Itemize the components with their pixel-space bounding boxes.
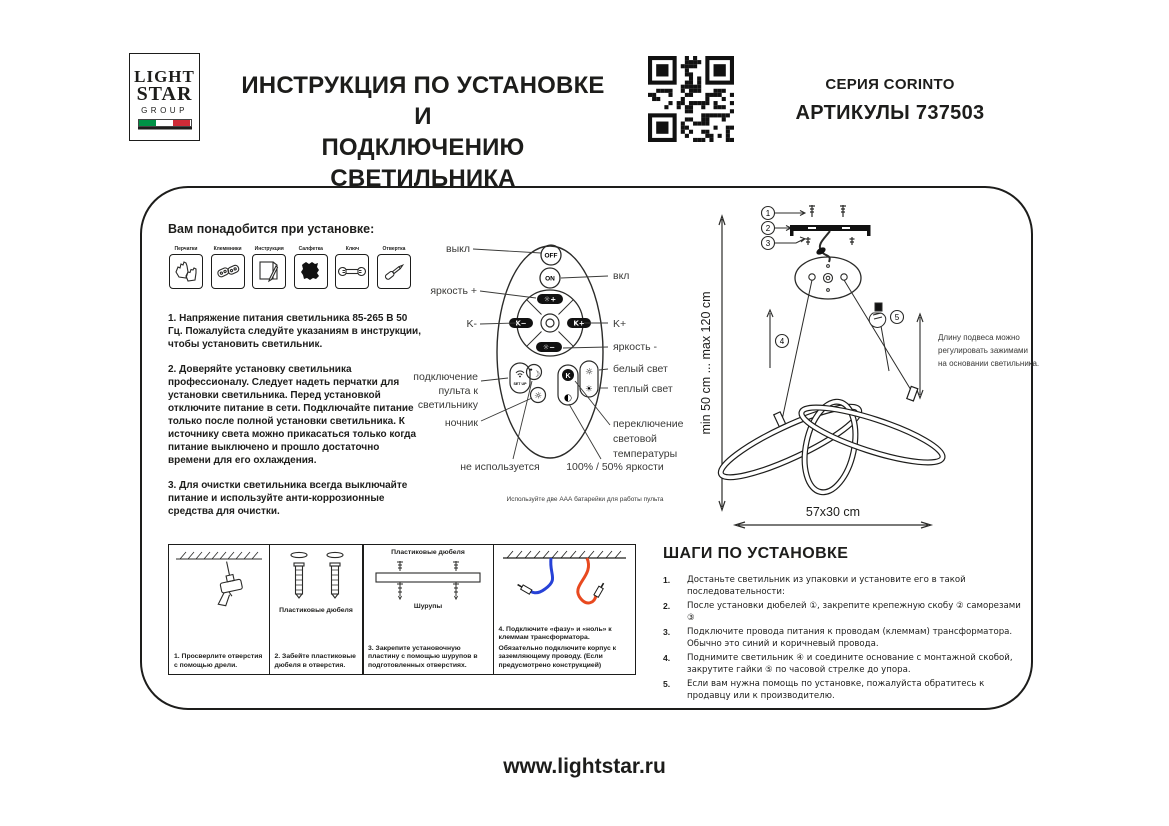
label-k-plus: K+ bbox=[613, 318, 627, 330]
qr-code bbox=[648, 56, 734, 147]
phase-wire bbox=[577, 558, 595, 603]
pictogram-plate bbox=[362, 544, 494, 675]
cable-left bbox=[779, 280, 812, 420]
svg-text:5: 5 bbox=[894, 313, 900, 322]
lamp-diagram bbox=[690, 195, 1040, 545]
label-temp-1: переключение bbox=[613, 418, 684, 430]
label-white-light: белый свет bbox=[613, 363, 668, 375]
instruction-icon bbox=[252, 254, 286, 289]
pictogram-caption-1: 4. Подключите «фазу» и «ноль» к клеммам трансформатора. bbox=[498, 625, 612, 641]
pictogram-wires bbox=[493, 544, 636, 675]
tool-item-instruction bbox=[251, 246, 287, 289]
napkin-icon bbox=[294, 254, 328, 289]
label-pairing-1: подключение bbox=[413, 371, 478, 383]
remote-control-diagram bbox=[405, 235, 720, 510]
install-pictograms bbox=[168, 544, 636, 675]
step-item: 5. Если вам нужна помощь по установке, пожалуйста обратитесь к продавцу или к производителю. bbox=[663, 679, 985, 701]
safety-text bbox=[168, 312, 421, 530]
screws-label: Шурупы bbox=[413, 603, 443, 610]
pictogram-caption-2: Обязательно подключите корпус к заземляющему проводу. (Если предусмотрено конструкцией) bbox=[498, 644, 617, 669]
star-icon: ★ bbox=[528, 368, 534, 373]
plate-icon bbox=[368, 557, 488, 603]
tool-item-napkin bbox=[293, 246, 329, 289]
tool-label: Инструкция bbox=[254, 246, 284, 252]
label-pairing-2: пульта к bbox=[438, 385, 478, 397]
tool-label: Ключ bbox=[345, 246, 359, 252]
pictogram-caption: 3. Закрепите установочную пластину с помощью шурупов в подготовленных отверстиях. bbox=[368, 644, 478, 669]
lamp-rings bbox=[714, 386, 947, 497]
step-item: 1. Достаньте светильник из упаковки и установите его в такой последовательности: bbox=[663, 575, 966, 597]
step-item: 3. Подключите провода питания к проводам (клеммам) трансформатора. Обычно это синий и коричневый провода. bbox=[663, 627, 1013, 649]
step-item: 4. Поднимите светильник ④ и соедините основание с монтажной скобой, закрутите гайки ⑤ по часовой стрелке до упора. bbox=[663, 653, 1013, 675]
svg-text:K−: K− bbox=[515, 319, 527, 328]
wrench-icon bbox=[335, 254, 369, 289]
moon-icon: ☽ bbox=[532, 369, 541, 379]
safety-paragraph-1: 1. Напряжение питания светильника 85-265 В 50 Гц. Пожалуйста следуйте указаниям в инструкции, чтобы установить светильник. bbox=[168, 313, 421, 350]
label-off: выкл bbox=[446, 243, 470, 255]
series-name: СЕРИЯ CORINTO bbox=[825, 76, 955, 93]
website-url: www.lightstar.ru bbox=[503, 755, 666, 778]
label-k-minus: K- bbox=[466, 318, 477, 330]
svg-text:K: K bbox=[565, 372, 571, 380]
mounting-bracket bbox=[790, 225, 871, 236]
white-sun-icon: ☼ bbox=[584, 367, 594, 378]
steps-heading: ШАГИ ПО УСТАНОВКЕ bbox=[663, 545, 849, 562]
width-dimension: 57x30 cm bbox=[805, 505, 861, 519]
tool-label: Клеммники bbox=[213, 246, 242, 252]
logo-star: STAR bbox=[136, 82, 193, 105]
callout-2 bbox=[762, 222, 775, 235]
step-item: 2. После установки дюбелей ①, закрепите крепежную скобу ② саморезами ③ bbox=[663, 601, 1021, 623]
pictogram-caption: 2. Забейте пластиковые дюбеля в отверстия. bbox=[274, 653, 356, 669]
dpad bbox=[509, 290, 591, 356]
label-on: вкл bbox=[613, 270, 630, 282]
tool-item-terminals bbox=[210, 246, 246, 289]
warm-sun-icon: ☀ bbox=[585, 384, 593, 395]
label-brightness-up: яркость + bbox=[430, 285, 477, 297]
adjust-note-3: на основании светильника. bbox=[938, 359, 1040, 368]
height-dimension: min 50 cm ... max 120 cm bbox=[699, 291, 713, 435]
install-steps bbox=[663, 545, 1025, 705]
callout-5 bbox=[891, 311, 904, 324]
svg-text:SET UP: SET UP bbox=[513, 382, 527, 386]
svg-text:1: 1 bbox=[765, 209, 771, 218]
wifi-icon bbox=[516, 371, 524, 375]
label-temp-3: температуры bbox=[613, 448, 678, 460]
italian-flag-icon bbox=[138, 119, 192, 127]
svg-text:☼+: ☼+ bbox=[543, 295, 557, 304]
pictogram-drill bbox=[168, 544, 270, 675]
tool-label: Отвертка bbox=[382, 246, 406, 252]
battery-note: Используйте две ААА батарейки для работы пульта bbox=[506, 496, 664, 503]
label-not-used: не используется bbox=[460, 461, 540, 473]
label-half-brightness: 100% / 50% яркости bbox=[566, 461, 664, 473]
svg-text:OFF: OFF bbox=[544, 252, 558, 260]
logo-group: GROUP bbox=[141, 105, 188, 115]
title-line2: ПОДКЛЮЧЕНИЮ СВЕТИЛЬНИКА bbox=[321, 134, 525, 192]
adjust-note-1: Длину подвеса можно bbox=[938, 333, 1020, 342]
svg-text:3: 3 bbox=[765, 239, 771, 248]
pictogram-caption: 1. Просверлите отверстия с помощью дрели. bbox=[174, 653, 263, 669]
tools-heading: Вам понадобится при установке: bbox=[168, 222, 375, 236]
logo-light: LIGHT bbox=[134, 66, 195, 86]
article-number: АРТИКУЛЫ 737503 bbox=[795, 102, 985, 124]
svg-text:ON: ON bbox=[545, 275, 555, 283]
adjust-arrow bbox=[917, 314, 923, 398]
dowels-label-top: Пластиковые дюбеля bbox=[391, 549, 465, 556]
tool-item-wrench bbox=[334, 246, 370, 289]
tool-label: Перчатки bbox=[174, 246, 198, 252]
label-warm-light: теплый свет bbox=[613, 383, 673, 395]
svg-text:4: 4 bbox=[779, 337, 785, 346]
callout-3 bbox=[762, 237, 775, 250]
cable-right bbox=[844, 280, 914, 395]
temperature-buttons bbox=[558, 365, 578, 405]
label-temp-2: световой bbox=[613, 433, 657, 445]
dowels-icon bbox=[275, 549, 358, 607]
terminal-blocks-icon bbox=[211, 254, 245, 289]
canopy bbox=[795, 257, 861, 299]
lightstar-logo bbox=[129, 53, 200, 141]
gloves-icon bbox=[169, 254, 203, 289]
half-brightness-button: ◐ bbox=[563, 392, 573, 404]
safety-paragraph-2: 2. Доверяйте установку светильника профессионалу. Следует надеть перчатки для установки светильника. Перед установкой отключите питание в сети. Подключайте питание только после полной установки светильника. К источнику света можно прикасаться только когда питание выключено и прошло достаточно времени для его охлаждения. bbox=[168, 364, 417, 466]
width-arrow bbox=[735, 522, 931, 528]
label-night-light: ночник bbox=[444, 417, 478, 429]
tools-row bbox=[168, 246, 412, 289]
tool-label: Салфетка bbox=[298, 246, 323, 252]
sun-icon: ☼ bbox=[533, 391, 543, 402]
label-pairing-3: светильнику bbox=[417, 399, 478, 411]
callout-1 bbox=[762, 207, 775, 220]
svg-text:2: 2 bbox=[765, 224, 771, 233]
adjust-note-2: регулировать зажимами bbox=[938, 346, 1029, 355]
drill-icon bbox=[174, 549, 264, 611]
wires-icon bbox=[499, 549, 630, 613]
svg-text:K+: K+ bbox=[573, 319, 585, 328]
pictogram-dowels bbox=[269, 544, 364, 675]
svg-text:☼−: ☼− bbox=[542, 343, 556, 352]
safety-paragraph-3: 3. Для очистки светильника всегда выключайте питание и используйте анти-коррозионные средства для очистки. bbox=[168, 480, 408, 517]
label-brightness-down: яркость - bbox=[613, 341, 658, 353]
title-line1: ИНСТРУКЦИЯ ПО УСТАНОВКЕ И bbox=[241, 72, 605, 130]
tool-item-gloves bbox=[168, 246, 204, 289]
light-color-buttons bbox=[580, 361, 598, 397]
callout-4 bbox=[776, 335, 789, 348]
setup-button bbox=[510, 363, 530, 393]
blue-wire bbox=[529, 558, 553, 593]
series-block bbox=[780, 76, 1000, 125]
dowels-label: Пластиковые дюбеля bbox=[279, 607, 353, 614]
page-title bbox=[237, 70, 609, 194]
